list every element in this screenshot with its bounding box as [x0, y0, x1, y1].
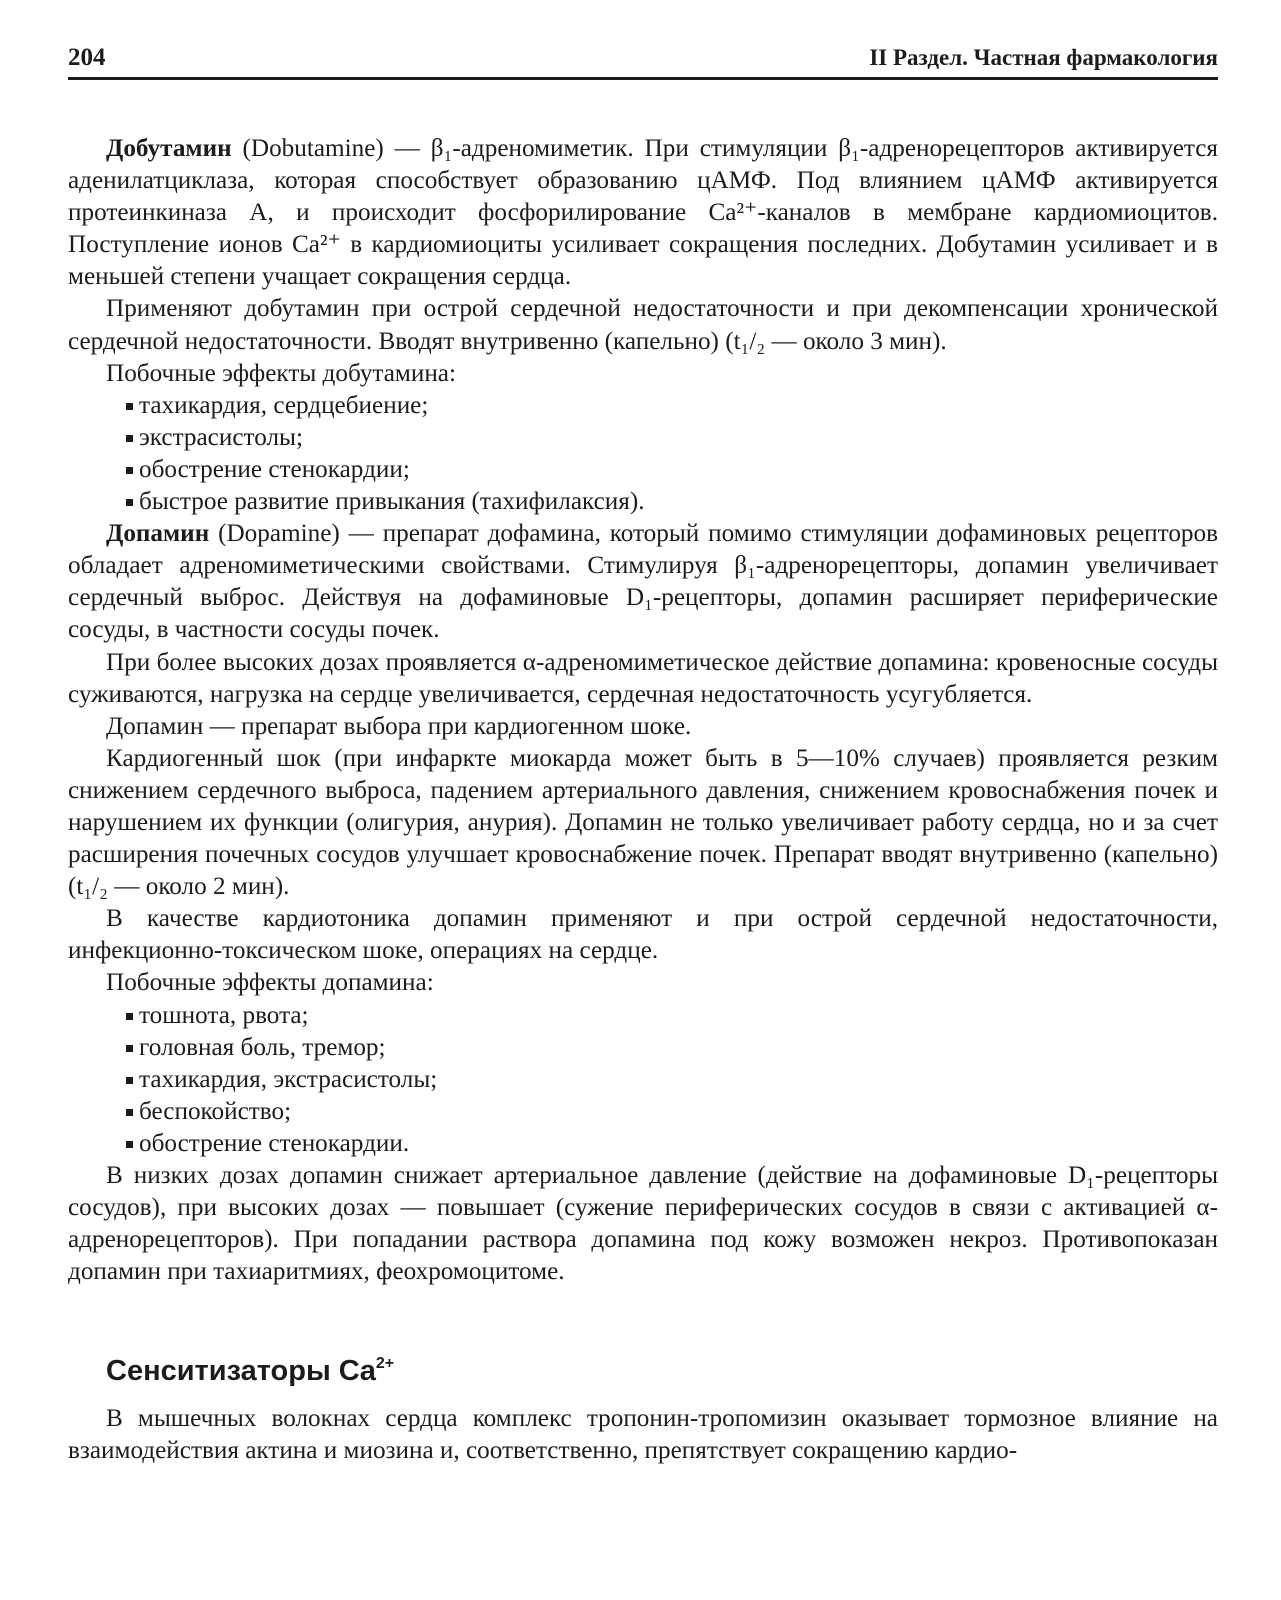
list-item: тошнота, рвота; — [126, 1000, 1218, 1032]
dopamine-paragraph-2: При более высоких дозах проявляется α-адреномиметическое действие допамина: кровеносные сосуды суживаются, нагрузка на сердце увеличивается, сердечная недостаточность усугубляется. — [68, 648, 1218, 708]
list-item: быстрое развитие привыкания (тахифилаксия). — [126, 486, 1218, 518]
dopamine-paragraph-5: В качестве кардиотоника допамин применяют и при острой сердечной недостаточности, инфекционно-токсическом шоке, операциях на сердце. — [68, 905, 1218, 965]
list-item: тахикардия, сердцебиение; — [126, 390, 1218, 422]
running-title: II Раздел. Частная фармакология — [869, 44, 1218, 70]
list-item: тахикардия, экстрасистолы; — [126, 1064, 1218, 1096]
dobutamine-paragraph-2: Применяют добутамин при острой сердечной недостаточности и при декомпенсации хронической сердечной недостаточности. Вводят внутривенно (капельно) (t₁/₂ — около 3 мин). — [68, 295, 1218, 355]
book-page — [68, 40, 1218, 1468]
dobutamine-paragraph-1 — [68, 133, 1218, 293]
section-heading-text: Сенситизаторы Ca — [106, 1355, 376, 1388]
dobutamine-term: Добутамин — [106, 135, 232, 162]
dobutamine-side-effects-list — [68, 390, 1218, 518]
page-number: 204 — [68, 43, 106, 71]
dopamine-paragraph-3: Допамин — препарат выбора при кардиогенном шоке. — [106, 712, 692, 740]
dopamine-term: Допамин — [106, 520, 210, 548]
list-item: экстрасистолы; — [126, 422, 1218, 454]
dopamine-paragraph-1 — [68, 518, 1218, 646]
dopamine-side-effects-title: Побочные эффекты допамина: — [106, 969, 434, 997]
list-item: обострение стенокардии. — [126, 1128, 1218, 1160]
dopamine-paragraph-6: В низких дозах допамин снижает артериальное давление (действие на дофаминовые D₁-рецепторы сосудов), при высоких дозах — повышает (сужение периферических сосудов в связи с активацией α-адренорецепторов). При попадании раствора допамина под кожу возможен некроз. Противопоказан допамин при тахиаритмиях, феохромоцитоме. — [68, 1162, 1218, 1286]
dopamine-side-effects-list — [68, 1000, 1218, 1160]
section-paragraph-1: В мышечных волокнах сердца комплекс тропонин-тропомизин оказывает тормозное влияние на взаимодействия актина и миозина и, соответственно, препятствует сокращению кардио- — [68, 1405, 1218, 1465]
dobutamine-paragraph-1-text: (Dobutamine) — β₁-адреномиметик. При стимуляции β₁-адренорецепторов активируется аденилатциклаза, которая способствует образованию цАМФ. Под влиянием цАМФ активируется протеинкиназа А, и происходит фосфорилирование Ca²⁺-каналов в мембране кардиомиоцитов. Поступление ионов Ca²⁺ в кардиомиоциты усиливает сокращения последних. Добутамин усиливает и в меньшей степени учащает сокращения сердца. — [68, 135, 1218, 291]
list-item: обострение стенокардии; — [126, 454, 1218, 486]
dopamine-paragraph-1-text: (Dopamine) — препарат дофамина, который помимо стимуляции дофаминовых рецепторов обладает адреномиметическими свойствами. Стимулируя β₁-адренорецепторы, допамин увеличивает сердечный выброс. Действуя на дофаминовые D₁-рецепторы, допамин расширяет периферические сосуды, в частности сосуды почек. — [68, 520, 1218, 644]
page-header — [68, 40, 1218, 80]
dopamine-paragraph-4: Кардиогенный шок (при инфаркте миокарда может быть в 5—10% случаев) проявляется резким снижением сердечного выброса, падением артериального давления, снижением кровоснабжения почек и нарушением их функции (олигурия, анурия). Допамин не только увеличивает работу сердца, но и за счет расширения почечных сосудов улучшает кровоснабжение почек. Препарат вводят внутривенно (капельно) (t₁/₂ — около 2 мин). — [68, 744, 1218, 901]
section-heading-superscript: 2+ — [375, 1355, 395, 1373]
page-body — [68, 133, 1218, 1468]
list-item: головная боль, тремор; — [126, 1032, 1218, 1064]
dobutamine-side-effects-title: Побочные эффекты добутамина: — [106, 359, 456, 387]
list-item: беспокойство; — [126, 1096, 1218, 1128]
section-heading — [106, 1346, 1218, 1389]
